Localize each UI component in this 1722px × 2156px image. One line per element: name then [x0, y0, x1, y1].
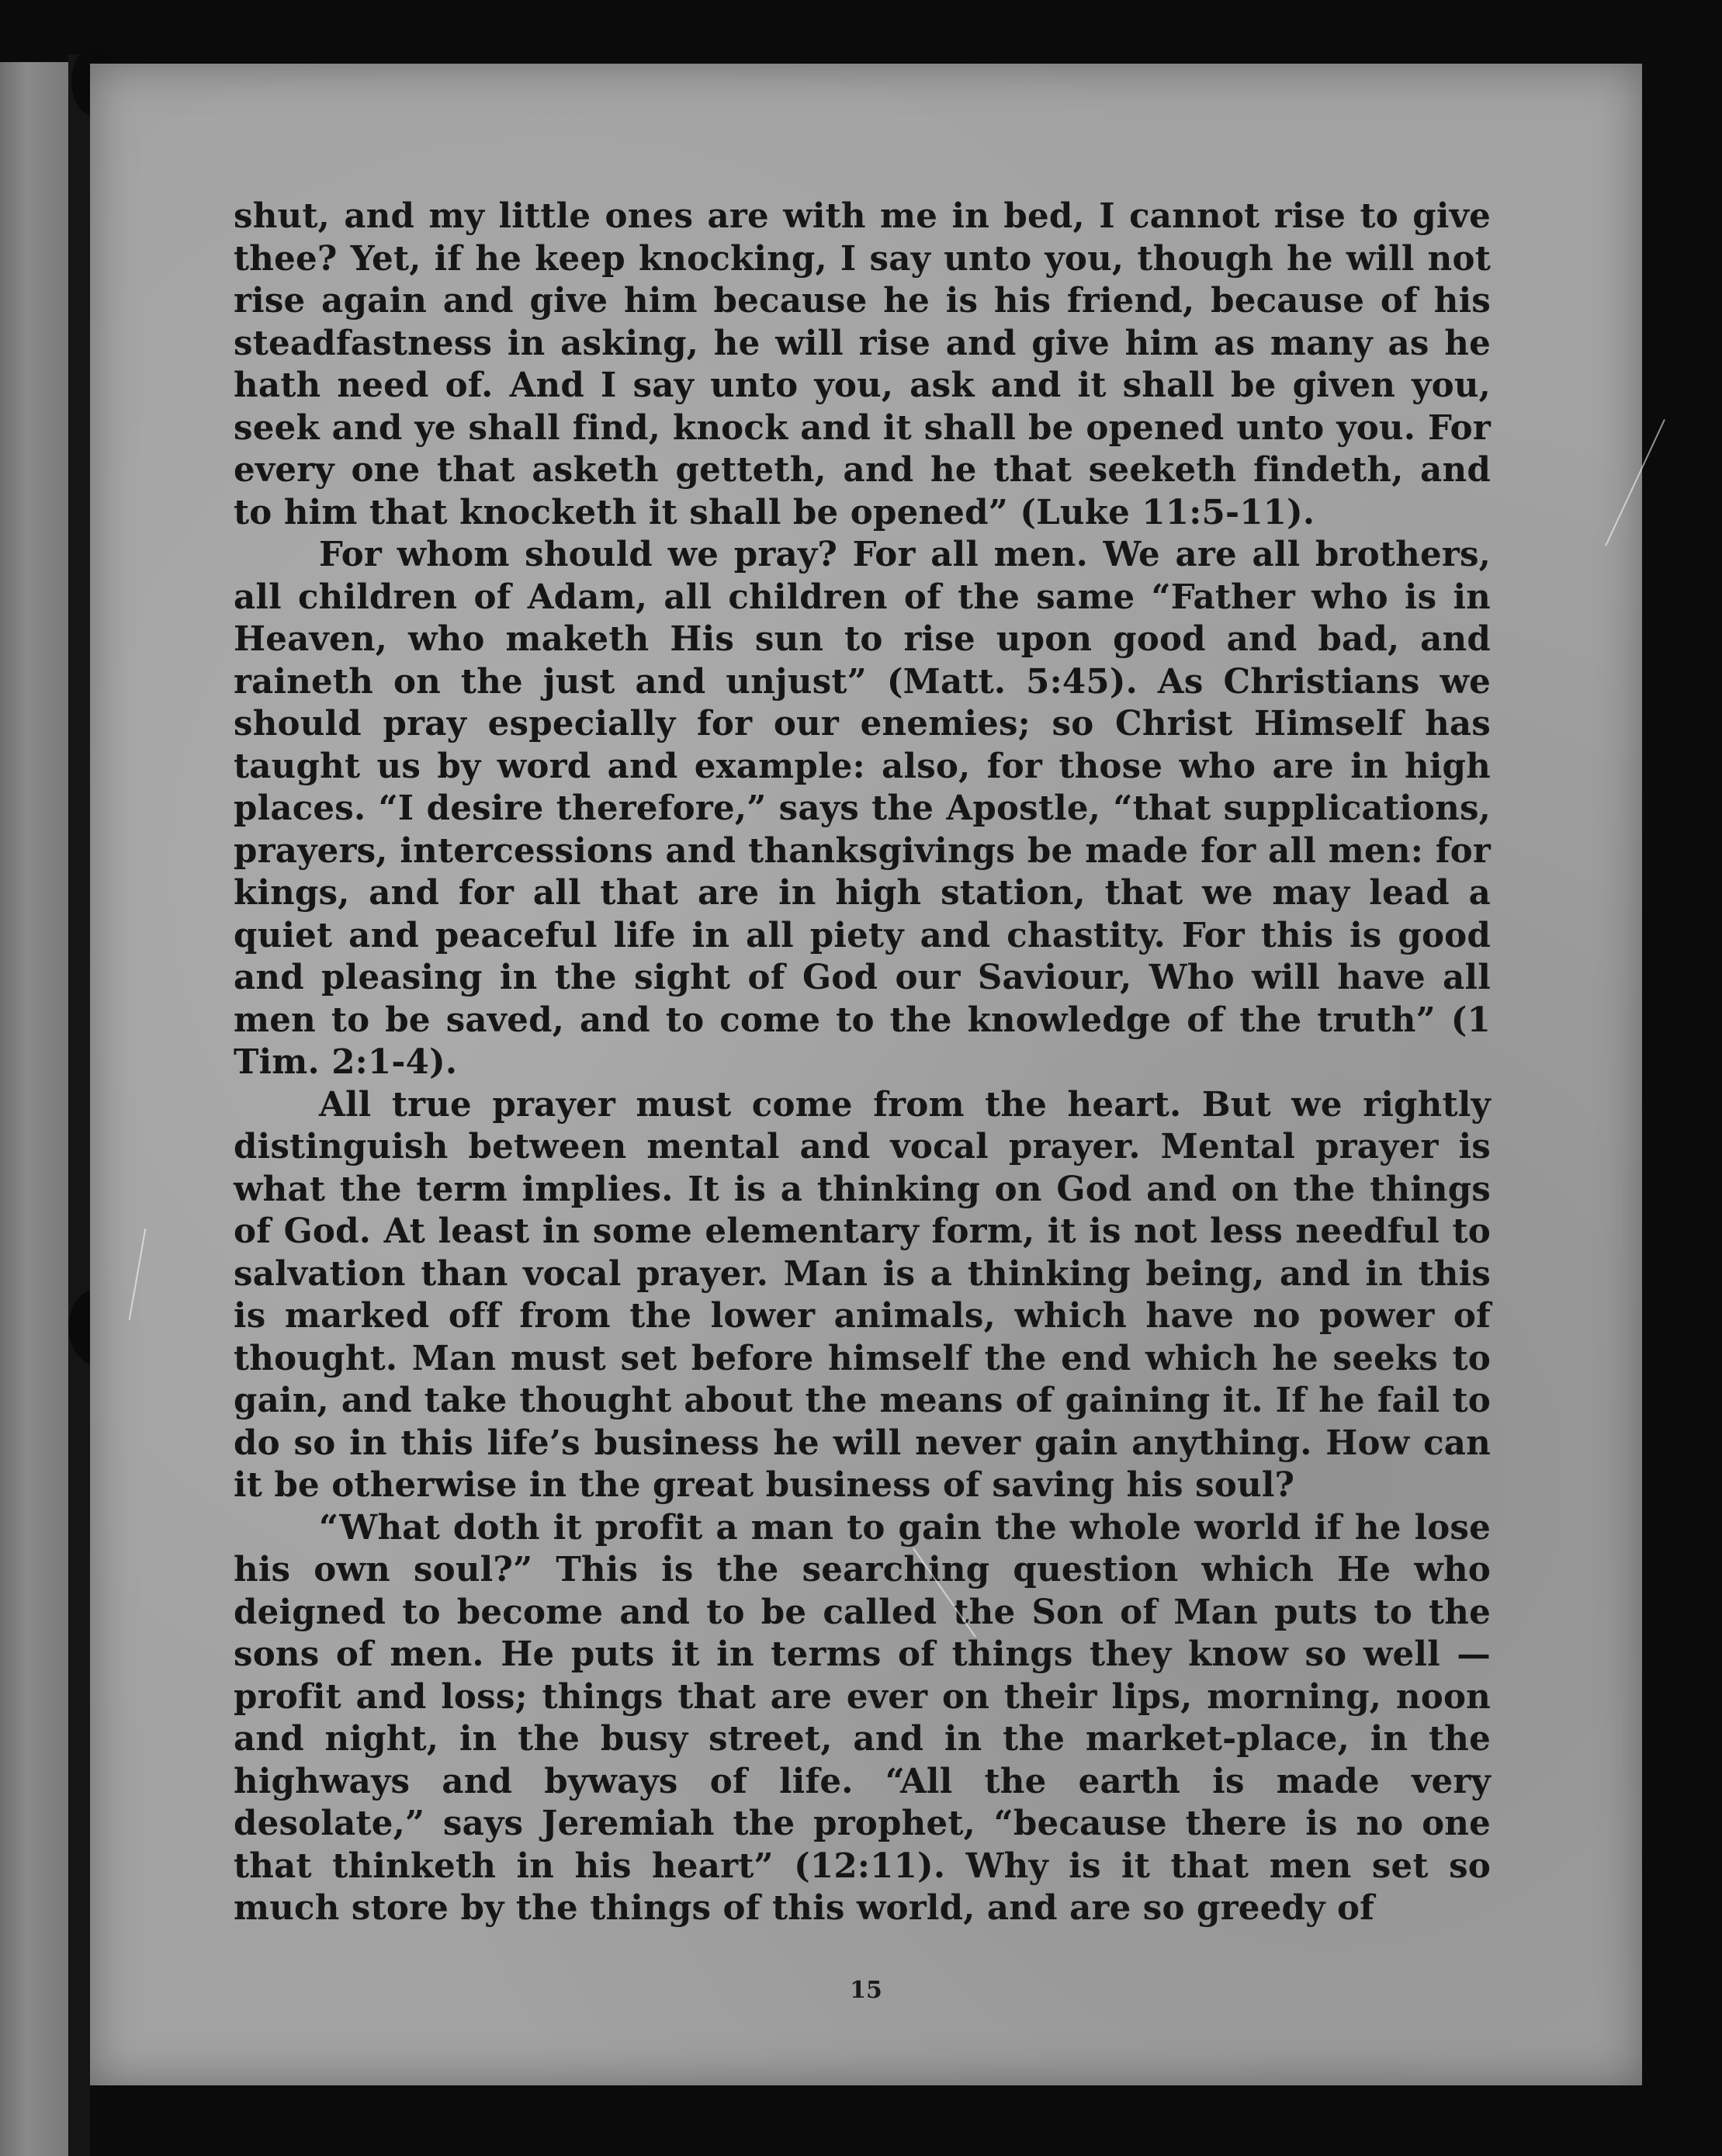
paragraph: All true prayer must come from the heart. But we rightly distinguish between mental and vocal prayer. Mental prayer is what the term implies. It is a thinking on God and on the things of God. At least in some elementary form, it is not less needful to salvation than vocal prayer. Man is a thinking being, and in this is marked off from the lower animals, which have no power of thought. Man must set before himself the end which he seeks to gain, and take thought about the means of gaining it. If he fail to do so in this life’s business he will never gain anything. How can it be otherwise in the great business of saving his soul? — [234, 1084, 1491, 1505]
body-text — [234, 196, 1491, 1930]
paragraph: “What doth it profit a man to gain the whole world if he lose his own soul?” This is the searching question which He who deigned to become and to be called the Son of Man puts to the sons of men. He puts it in terms of things they know so well —profit and loss; things that are ever on their lips, morning, noon and night, in the busy street, and in the market-place, in the highways and byways of life. “All the earth is made very desolate,” says Jeremiah the prophet, “because there is no one that thinketh in his heart” (12:11). Why is it that men set so much store by the things of this world, and are so greedy of — [234, 1507, 1491, 1928]
scan-scratch — [129, 1229, 147, 1321]
scan-scratch — [1605, 419, 1665, 546]
document-page — [90, 64, 1642, 2085]
paragraph: shut, and my little ones are with me in bed, I cannot rise to give thee? Yet, if he keep knocking, I say unto you, though he will not rise again and give him because he is his friend, because of his steadfastness in asking, he will rise and give him as many as he hath need of. And I say unto you, ask and it shall be given you, seek and ye shall find, knock and it shall be opened unto you. For every one that asketh getteth, and he that seeketh findeth, and to him that knocketh it shall be opened” (Luke 11:5-11). — [234, 196, 1491, 532]
page-number: 15 — [850, 1977, 882, 2004]
paragraph: For whom should we pray? For all men. We are all brothers, all children of Adam, all children of the same “Father who is in Heaven, who maketh His sun to rise upon good and bad, and raineth on the just and unjust” (Matt. 5:45). As Christians we should pray especially for our enemies; so Christ Himself has taught us by word and example: also, for those who are in high places. “I desire therefore,” says the Apostle, “that supplications, prayers, intercessions and thanksgivings be made for all men: for kings, and for all that are in high station, that we may lead a quiet and peaceful life in all piety and chastity. For this is good and pleasing in the sight of God our Saviour, Who will have all men to be saved, and to come to the knowledge of the truth” (1 Tim. 2:1-4). — [234, 535, 1491, 1082]
book-gutter — [68, 54, 90, 2156]
previous-page-edge — [0, 62, 68, 2156]
